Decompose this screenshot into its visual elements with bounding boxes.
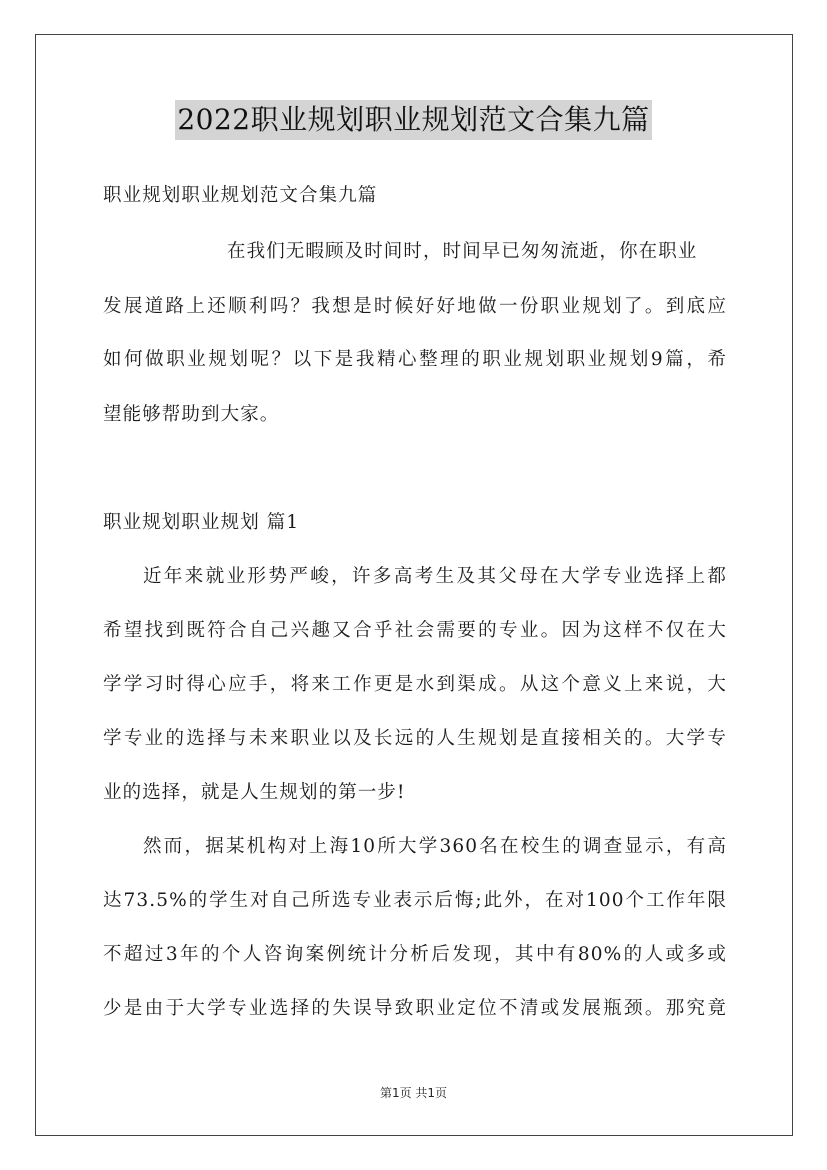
title-block: [0, 100, 827, 140]
paragraph-line: 然而，据某机构对上海10所大学360名在校生的调查显示，有高: [143, 836, 727, 857]
paragraph-line: 业的选择，就是人生规划的第一步!: [103, 782, 406, 803]
paragraph-line: 学专业的选择与未来职业以及长远的人生规划是直接相关的。大学专: [103, 728, 727, 749]
intro-line: 发展道路上还顺利吗？我想是时候好好地做一份职业规划了。到底应: [103, 296, 727, 317]
paragraph-line: 学学习时得心应手，将来工作更是水到渠成。从这个意义上来说，大: [103, 674, 727, 695]
paragraph-line: 近年来就业形势严峻，许多高考生及其父母在大学专业选择上都: [143, 566, 727, 587]
page-footer: 第1页 共1页: [379, 1086, 448, 1100]
intro-line: 望能够帮助到大家。: [103, 404, 280, 425]
paragraph-line: 不超过3年的个人咨询案例统计分析后发现，其中有80%的人或多或: [103, 944, 727, 965]
paragraph-line: 希望找到既符合自己兴趣又合乎社会需要的专业。因为这样不仅在大: [103, 620, 727, 641]
paragraph-line: 少是由于大学专业选择的失误导致职业定位不清或发展瓶颈。那究竟: [103, 998, 727, 1019]
paragraph-line: 达73.5%的学生对自己所选专业表示后悔;此外，在对100个工作年限: [103, 890, 727, 911]
intro-line: 在我们无暇顾及时间时，时间早已匆匆流逝，你在职业: [227, 241, 698, 262]
intro-line: 如何做职业规划呢？以下是我精心整理的职业规划职业规划9篇，希: [103, 349, 727, 370]
section-heading: 职业规划职业规划 篇1: [103, 512, 300, 533]
document-subtitle: 职业规划职业规划范文合集九篇: [103, 185, 378, 206]
document-title: 2022职业规划职业规划范文合集九篇: [175, 100, 651, 140]
